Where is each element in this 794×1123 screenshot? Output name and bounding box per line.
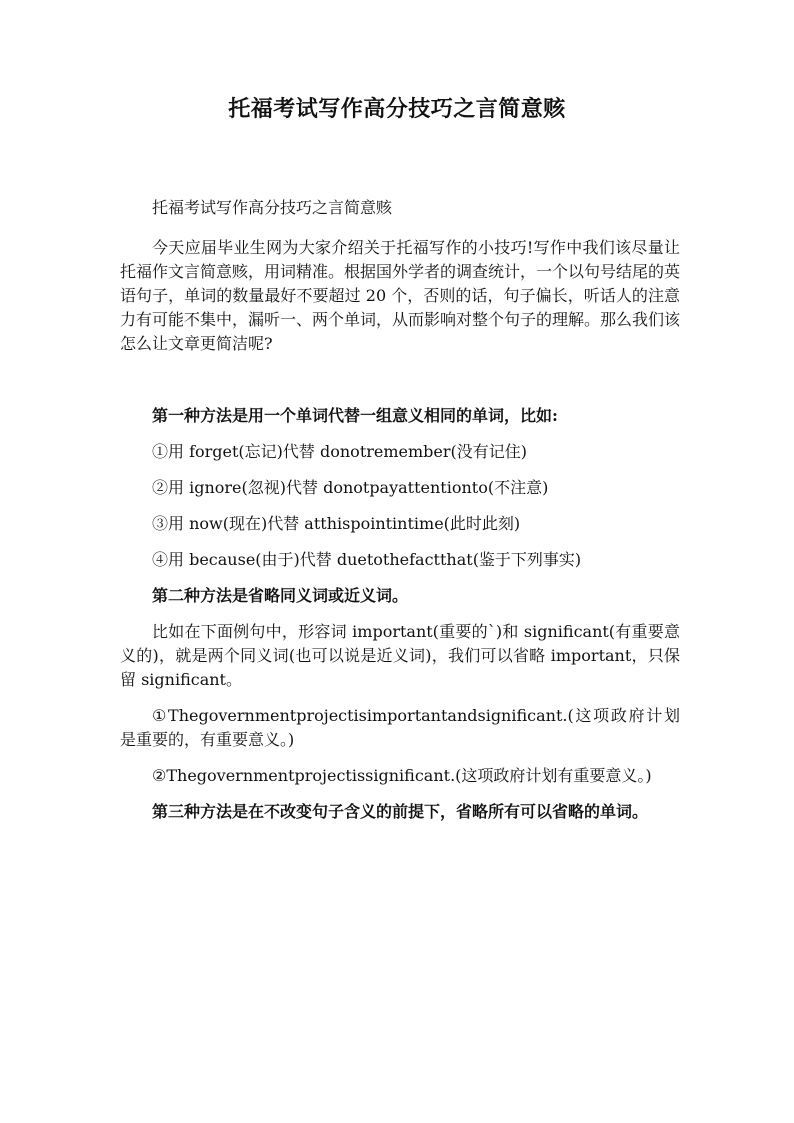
method2-example: ①Thegovernmentprojectisimportantandsignificant.(这项政府计划是重要的，有重要意义。) (120, 706, 680, 749)
method2-paragraph: 比如在下面例句中，形容词 important(重要的`)和 significant(有重要意义的)，就是两个同义词(也可以说是近义词)，我们可以省略 important，只保留 significant。 (120, 622, 680, 689)
method1-item: ④用 because(由于)代替 duetothefactthat(鉴于下列事实) (152, 550, 582, 569)
method2-example: ②Thegovernmentprojectissignificant.(这项政府计划有重要意义。) (152, 766, 652, 785)
subtitle-paragraph: 托福考试写作高分技巧之言简意赅 (152, 198, 393, 217)
method1-item: ②用 ignore(忽视)代替 donotpayattentionto(不注意) (152, 478, 549, 497)
method2-heading: 第二种方法是省略同义词或近义词。 (152, 586, 409, 605)
document-title: 托福考试写作高分技巧之言简意赅 (228, 96, 566, 122)
method3-heading: 第三种方法是在不改变句子含义的前提下，省略所有可以省略的单词。 (152, 802, 649, 821)
method1-heading: 第一种方法是用一个单词代替一组意义相同的单词，比如: (152, 406, 558, 425)
method1-item: ③用 now(现在)代替 atthispointintime(此时此刻) (152, 514, 521, 533)
document-body (120, 196, 680, 824)
intro-paragraph: 今天应届毕业生网为大家介绍关于托福写作的小技巧!写作中我们该尽量让托福作文言简意赅，用词精准。根据国外学者的调查统计，一个以句号结尾的英语句子，单词的数量最好不要超过 20 个，否则的话，句子偏长，听话人的注意力有可能不集中，漏听一、两个单词，从而影响对整个句子的理解。那么我们该怎么让文章更简洁呢? (120, 238, 681, 353)
method1-item: ①用 forget(忘记)代替 donotremember(没有记住) (152, 442, 528, 461)
